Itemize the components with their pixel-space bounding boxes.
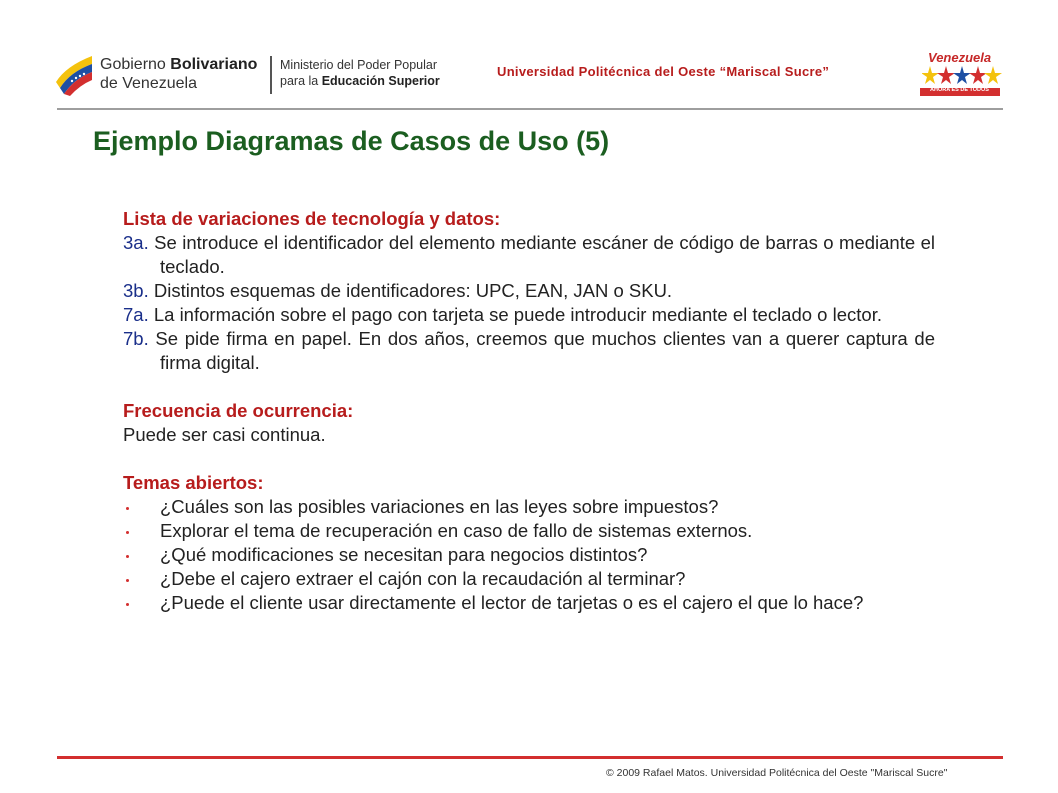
open-issue-text: Explorar el tema de recuperación en caso de fallo de sistemas externos. <box>160 520 753 541</box>
slide-header <box>0 0 1058 110</box>
ministry-line2: para la Educación Superior <box>280 74 440 88</box>
gobierno-bolivariano-logo <box>52 50 447 100</box>
variation-text: Se pide firma en papel. En dos años, creemos que muchos clientes van a querer captura de firma digital. <box>148 328 935 373</box>
open-issue-text: ¿Debe el cajero extraer el cajón con la recaudación al terminar? <box>160 568 686 589</box>
venezuela-logo-word: Venezuela <box>928 50 992 65</box>
university-name: Universidad Politécnica del Oeste “Mariscal Sucre” <box>497 64 830 79</box>
frequency-heading: Frecuencia de ocurrencia: <box>123 400 354 421</box>
open-issue-item <box>123 519 935 543</box>
variation-text: Se introduce el identificador del elemento mediante escáner de código de barras o mediante el teclado. <box>148 232 935 277</box>
venezuela-flag-icon <box>52 52 96 96</box>
bullet-icon <box>123 567 160 591</box>
footer-divider <box>57 756 1003 759</box>
open-issue-item <box>123 543 935 567</box>
variation-text: Distintos esquemas de identificadores: UPC, EAN, JAN o SKU. <box>148 280 673 301</box>
variation-label: 7b. <box>123 328 149 349</box>
open-issue-text: ¿Puede el cliente usar directamente el lector de tarjetas o es el cajero el que lo hace? <box>160 592 864 613</box>
variation-label: 3b. <box>123 280 149 301</box>
open-issue-item <box>123 495 935 519</box>
bullet-icon <box>123 495 160 519</box>
header-divider <box>57 108 1003 110</box>
venezuela-logo-tagline: AHORA ES DE TODOS <box>930 87 989 93</box>
stars-people-icon <box>922 65 1002 87</box>
variation-item <box>123 231 935 279</box>
bullet-icon <box>123 543 160 567</box>
variation-text: La información sobre el pago con tarjeta se puede introducir mediante el teclado o lector. <box>148 304 882 325</box>
bullet-icon <box>123 519 160 543</box>
logo-divider <box>270 56 272 94</box>
gov-logo-line2: de Venezuela <box>100 75 197 92</box>
gov-logo-line1: Gobierno Bolivariano <box>100 56 258 73</box>
open-issue-text: ¿Cuáles son las posibles variaciones en las leyes sobre impuestos? <box>160 496 719 517</box>
slide-title: Ejemplo Diagramas de Casos de Uso (5) <box>93 126 610 156</box>
spacer <box>123 447 935 471</box>
slide-body <box>123 207 935 615</box>
open-issue-item <box>123 567 935 591</box>
variation-item <box>123 303 935 327</box>
variation-item <box>123 327 935 375</box>
variations-heading: Lista de variaciones de tecnología y datos: <box>123 208 501 229</box>
venezuela-ahora-es-de-todos-logo <box>920 50 1005 96</box>
open-issue-item <box>123 591 935 615</box>
ministry-line1: Ministerio del Poder Popular <box>280 58 438 72</box>
open-issue-text: ¿Qué modificaciones se necesitan para negocios distintos? <box>160 544 648 565</box>
spacer <box>123 375 935 399</box>
frequency-text: Puede ser casi continua. <box>123 424 326 445</box>
variation-label: 7a. <box>123 304 149 325</box>
footer-copyright: © 2009 Rafael Matos. Universidad Politécnica del Oeste "Mariscal Sucre" <box>606 767 948 779</box>
open-issues-heading: Temas abiertos: <box>123 472 264 493</box>
variation-item <box>123 279 935 303</box>
bullet-icon <box>123 591 160 615</box>
variation-label: 3a. <box>123 232 149 253</box>
